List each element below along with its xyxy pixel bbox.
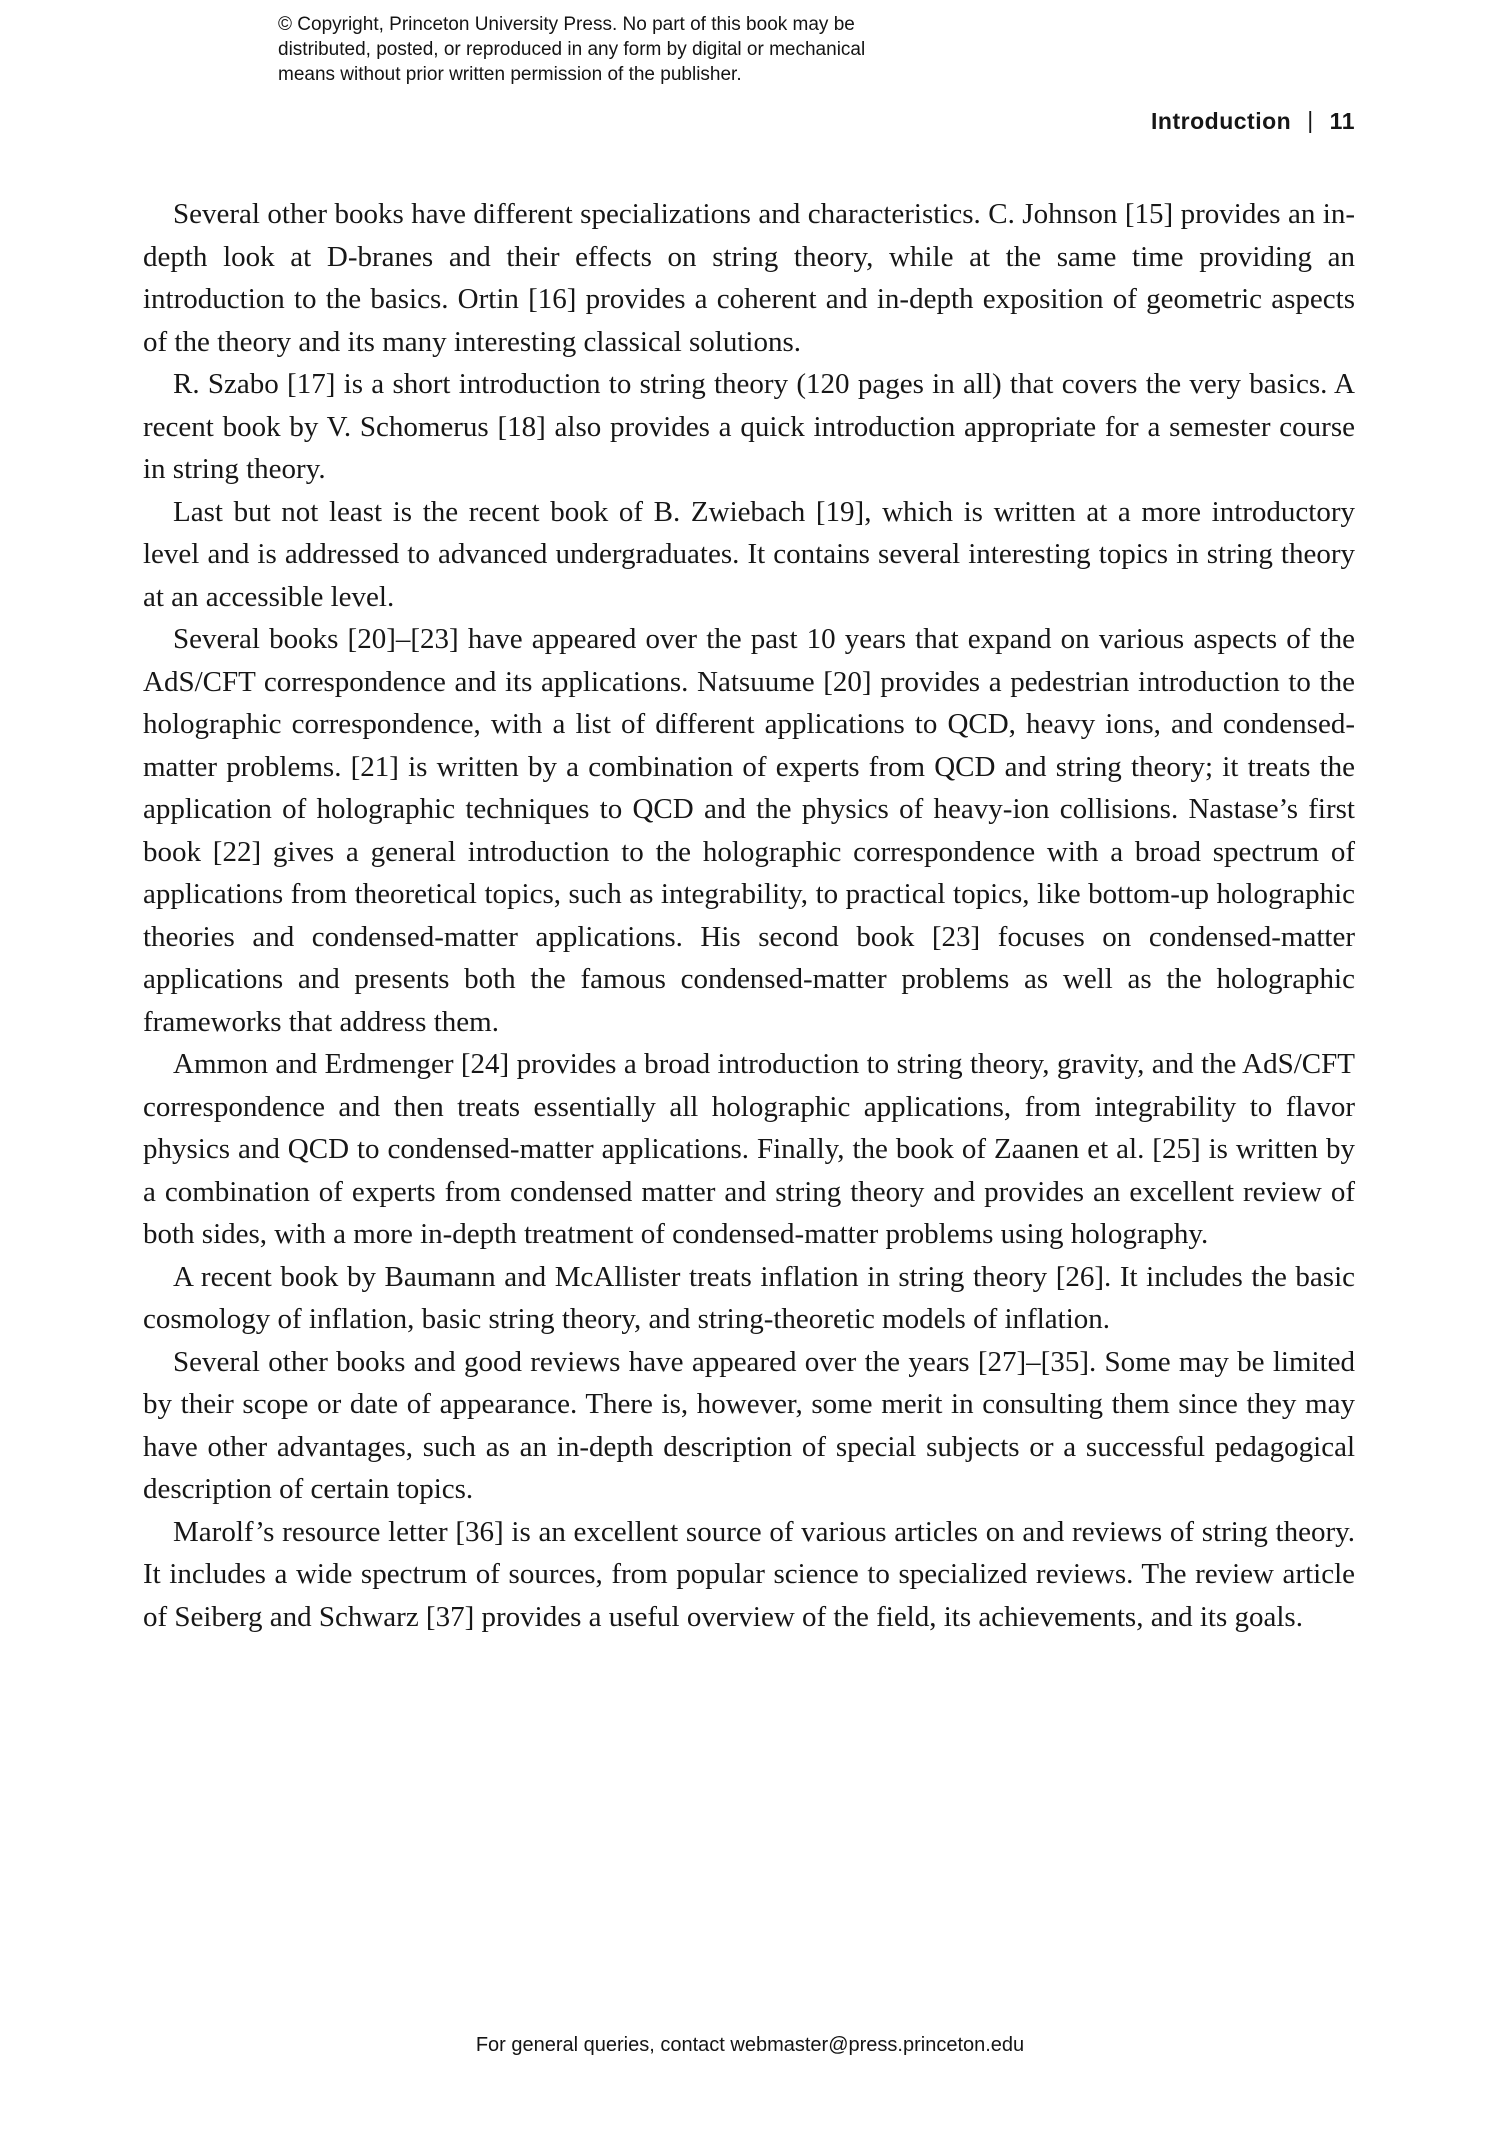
footer-query-line: For general queries, contact webmaster@press.princeton.edu	[475, 2034, 1025, 2056]
running-head-page-number: 11	[1329, 108, 1355, 134]
copyright-line: means without prior written permission of the publisher.	[278, 64, 742, 85]
copyright-line: © Copyright, Princeton University Press. No part of this book may be	[278, 14, 855, 35]
paragraph: Ammon and Erdmenger [24] provides a broad introduction to string theory, gravity, and the AdS/CFT correspondence and then treats essentially all holographic applications, from integrability to flavor physics and QCD to condensed-matter applications. Finally, the book of Zaanen et al. [25] is written by a combination of experts from condensed matter and string theory and provides an excellent review of both sides, with a more in-depth treatment of condensed-matter problems using holography.	[143, 1048, 1355, 1250]
paragraph: Several other books have different specializations and characteristics. C. Johnson [15] provides an in-depth look at D-branes and their effects on string theory, while at the same time providing an introduction to the basics. Ortin [16] provides a coherent and in-depth exposition of geometric aspects of the theory and its many interesting classical solutions.	[143, 198, 1355, 358]
running-head-separator: |	[1307, 107, 1314, 133]
paragraph: Several books [20]–[23] have appeared over the past 10 years that expand on various aspects of the AdS/CFT correspondence and its applications. Natsuume [20] provides a pedestrian introduction to the holographic correspondence, with a list of different applications to QCD, heavy ions, and condensed-matter problems. [21] is written by a combination of experts from QCD and string theory; it treats the application of holographic techniques to QCD and the physics of heavy-ion collisions. Nastase’s first book [22] gives a general introduction to the holographic correspondence with a broad spectrum of applications from theoretical topics, such as integrability, to practical topics, like bottom-up holographic theories and condensed-matter applications. His second book [23] focuses on condensed-matter applications and presents both the famous condensed-matter problems as well as the holographic frameworks that address them.	[143, 623, 1355, 1038]
paragraph: A recent book by Baumann and McAllister treats inflation in string theory [26]. It includes the basic cosmology of inflation, basic string theory, and string-theoretic models of inflation.	[143, 1260, 1355, 1335]
body-text	[143, 193, 1355, 1638]
running-head-chapter: Introduction	[1151, 108, 1292, 134]
copyright-notice	[278, 12, 865, 87]
copyright-line: distributed, posted, or reproduced in any form by digital or mechanical	[278, 39, 866, 60]
paragraph: R. Szabo [17] is a short introduction to string theory (120 pages in all) that covers the very basics. A recent book by V. Schomerus [18] also provides a quick introduction appropriate for a semester course in string theory.	[143, 368, 1355, 485]
paragraph: Last but not least is the recent book of B. Zwiebach [19], which is written at a more introductory level and is addressed to advanced undergraduates. It contains several interesting topics in string theory at an accessible level.	[143, 495, 1355, 613]
paragraph: Several other books and good reviews have appeared over the years [27]–[35]. Some may be limited by their scope or date of appearance. There is, however, some merit in consulting them since they may have other advantages, such as an in-depth description of special subjects or a successful pedagogical description of certain topics.	[143, 1345, 1355, 1505]
running-head	[143, 108, 1355, 135]
paragraph: Marolf’s resource letter [36] is an excellent source of various articles on and reviews of string theory. It includes a wide spectrum of sources, from popular science to specialized reviews. The review article of Seiberg and Schwarz [37] provides a useful overview of the field, its achievements, and its goals.	[143, 1515, 1355, 1633]
